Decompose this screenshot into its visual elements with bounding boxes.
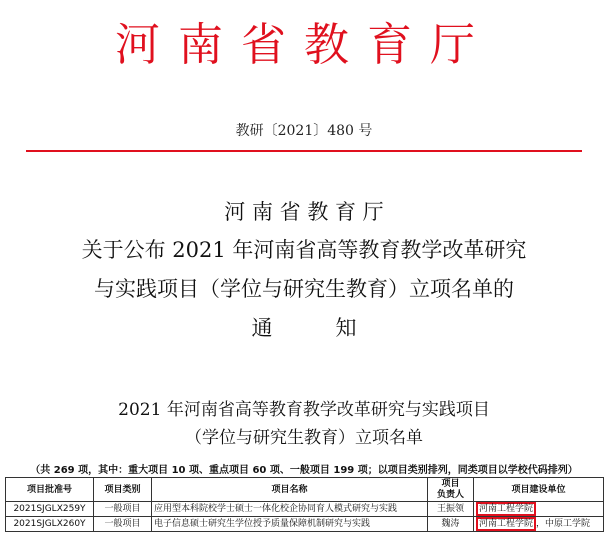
cell-project-name: 应用型本科院校学士硕士一体化校企协同育人模式研究与实践 — [152, 502, 428, 517]
header-project-unit: 项目建设单位 — [474, 478, 604, 502]
cell-project-name: 电子信息硕士研究生学位授予质量保障机制研究与实践 — [152, 517, 428, 532]
red-divider — [26, 150, 582, 152]
notice-title-line-4: 通 知 — [251, 316, 357, 340]
cell-project-unit — [474, 517, 604, 532]
cell-project-number: 2021SJGLX260Y — [6, 517, 94, 532]
document-number: 教研〔2021〕480 号 — [235, 123, 373, 139]
list-title-line-2: （学位与研究生教育）立项名单 — [185, 428, 423, 448]
notice-title-line-2: 关于公布 2021 年河南省高等教育教学改革研究 — [81, 238, 527, 262]
header-project-number: 项目批准号 — [6, 478, 94, 502]
unit-extra: ，中原工学院 — [536, 519, 591, 529]
table-row — [6, 517, 604, 532]
header-project-category: 项目类别 — [94, 478, 152, 502]
highlighted-unit: 河南工程学院 — [476, 517, 536, 531]
header-project-leader: 项目 负责人 — [428, 478, 474, 502]
table-header-row — [6, 478, 604, 502]
issuer-title: 河南省教育厅 — [114, 18, 493, 71]
cell-project-category: 一般项目 — [94, 502, 152, 517]
cell-project-unit — [474, 502, 604, 517]
cell-project-number: 2021SJGLX259Y — [6, 502, 94, 517]
notice-title-line-1: 河 南 省 教 育 厅 — [224, 200, 384, 224]
highlighted-unit: 河南工程学院 — [476, 502, 536, 516]
header-project-name: 项目名称 — [152, 478, 428, 502]
cell-project-leader: 魏涛 — [428, 517, 474, 532]
list-note: （共 269 项，其中：重大项目 10 项、重点项目 60 项、一般项目 199 项；以项目类别排列，同类项目以学校代码排列） — [30, 465, 578, 476]
notice-title-line-3: 与实践项目（学位与研究生教育）立项名单的 — [94, 277, 514, 301]
cell-project-leader: 王振领 — [428, 502, 474, 517]
list-title-line-1: 2021 年河南省高等教育教学改革研究与实践项目 — [118, 400, 490, 420]
cell-project-category: 一般项目 — [94, 517, 152, 532]
table-row — [6, 502, 604, 517]
project-table — [5, 477, 604, 532]
